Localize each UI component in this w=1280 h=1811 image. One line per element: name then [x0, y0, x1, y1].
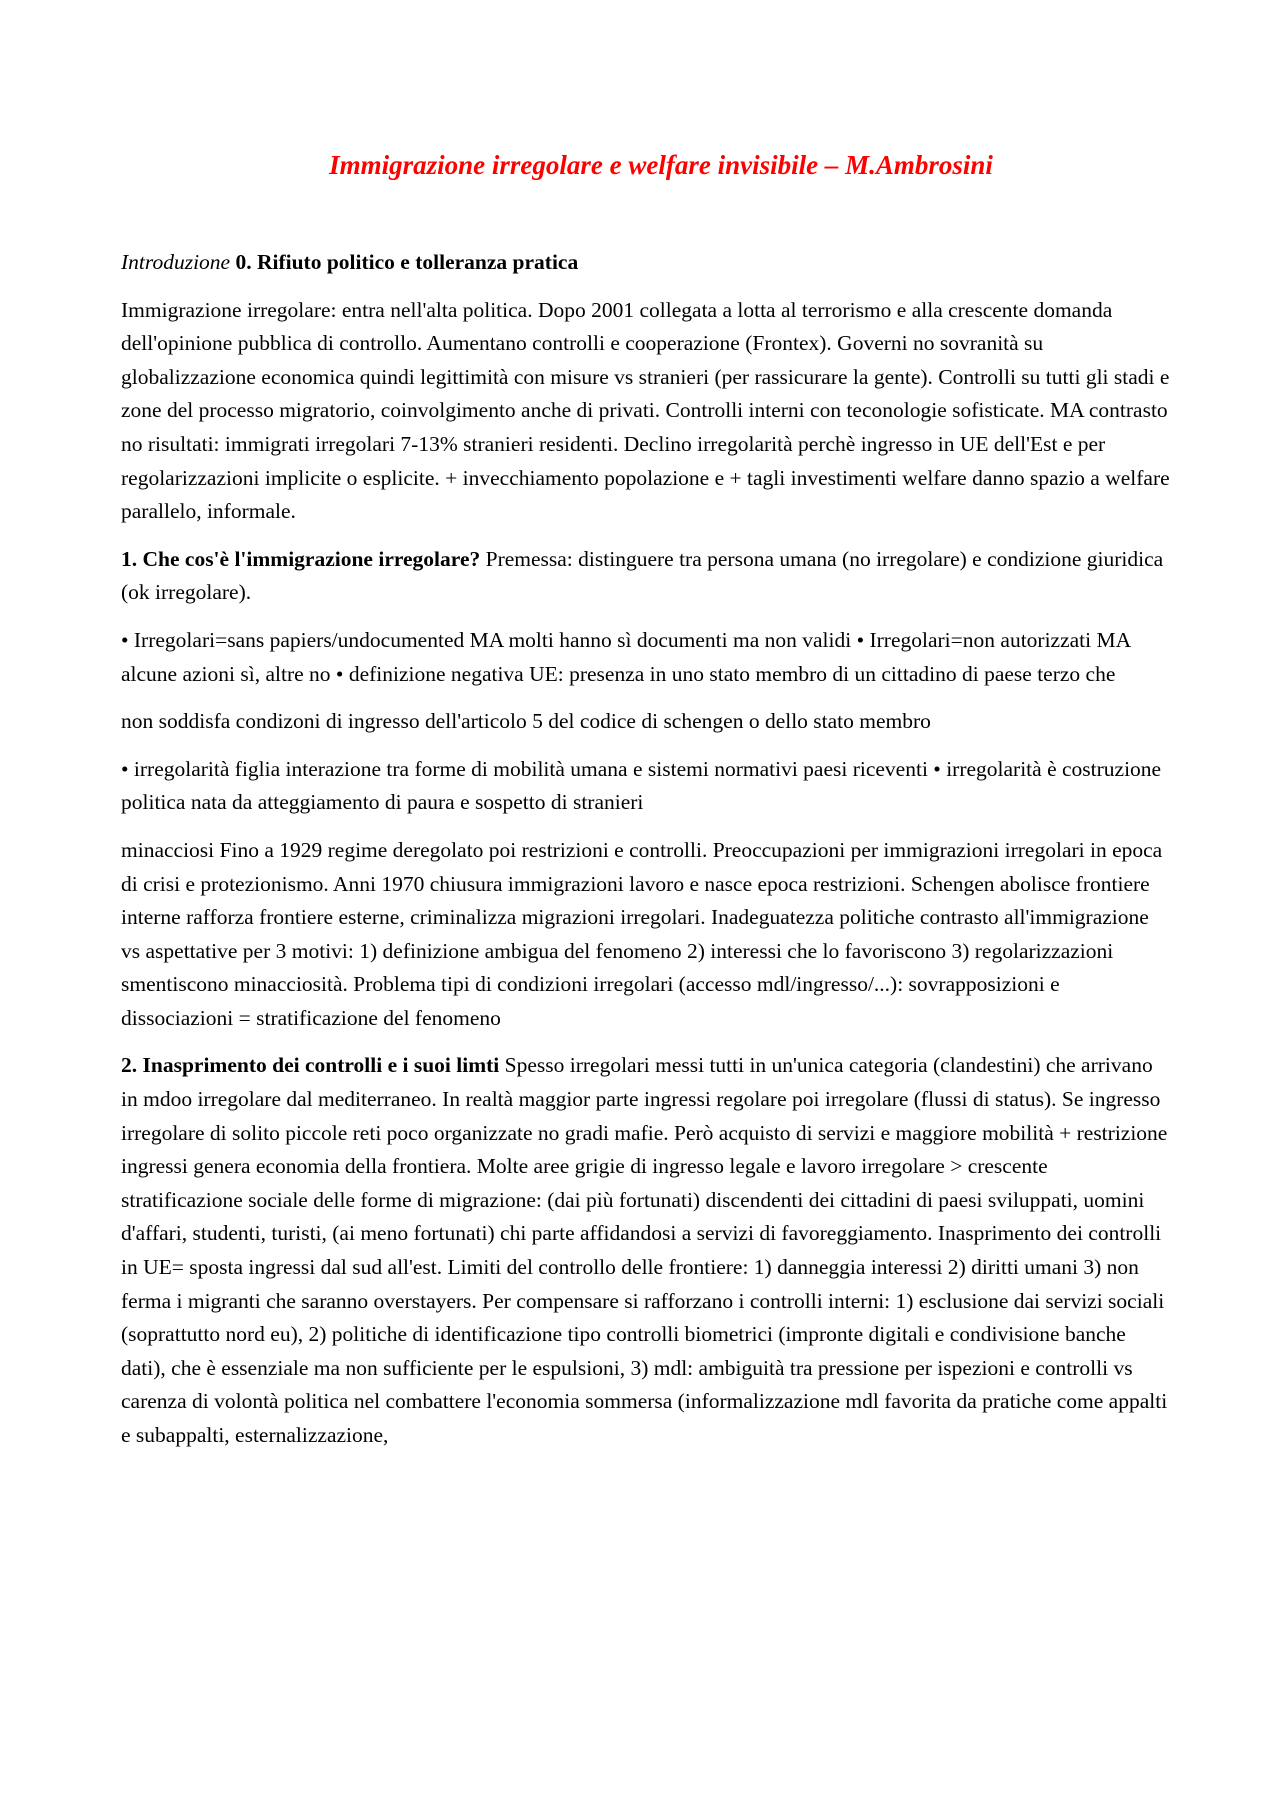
intro-heading-line	[121, 246, 1171, 280]
paragraph-irregularity: • irregolarità figlia interazione tra forme di mobilità umana e sistemi normativi paesi riceventi • irregolarità è costruzione politica nata da atteggiamento di paura e sospetto di stranieri	[121, 756, 1162, 815]
document-page	[121, 148, 1171, 1467]
paragraph-schengen: non soddisfa condizoni di ingresso dell'articolo 5 del codice di schengen o dello stato membro	[121, 709, 931, 734]
intro-label: Introduzione	[121, 250, 231, 274]
section-1-heading: 1. Che cos'è l'immigrazione irregolare?	[121, 546, 481, 571]
section-2-heading: 2. Inasprimento dei controlli e i suoi limti	[121, 1053, 500, 1078]
paragraph-history: minacciosi Fino a 1929 regime deregolato poi restrizioni e controlli. Preoccupazioni per immigrazioni irregolari in epoca di crisi e protezionismo. Anni 1970 chiusura immigrazioni lavoro e nasce epoca restrizioni. Schengen abolisce frontiere interne rafforza frontiere esterne, criminalizza migrazioni irregolari. Inadeguatezza politiche contrasto all'immigrazione vs aspettative per 3 motivi: 1) definizione ambigua del fenomeno 2) interessi che lo favoriscono 3) regolarizzazioni smentiscono minacciosità. Problema tipi di condizioni irregolari (accesso mdl/ingresso/...): sovrapposizioni e dissociazioni = stratificazione del fenomeno	[121, 837, 1163, 1030]
intro-heading: 0. Rifiuto politico e tolleranza pratica	[235, 250, 579, 274]
paragraph-section-2	[121, 1049, 1171, 1452]
section-1-text: Premessa: distinguere tra persona umana (no irregolare) e condizione giuridica (ok irregolare).	[121, 546, 1164, 605]
paragraph-section-1	[121, 543, 1171, 610]
paragraph-definitions: • Irregolari=sans papiers/undocumented MA molti hanno sì documenti ma non validi • Irregolari=non autorizzati MA alcune azioni sì, altre no • definizione negativa UE: presenza in uno stato membro di un cittadino di paese terzo che	[121, 627, 1130, 686]
paragraph-intro: Immigrazione irregolare: entra nell'alta politica. Dopo 2001 collegata a lotta al terrorismo e alla crescente domanda dell'opinione pubblica di controllo. Aumentano controlli e cooperazione (Frontex). Governi no sovranità su globalizzazione economica quindi legittimità con misure vs stranieri (per rassicurare la gente). Controlli su tutti gli stadi e zone del processo migratorio, coinvolgimento anche di privati. Controlli interni con teconologie sofisticate. MA contrasto no risultati: immigrati irregolari 7-13% stranieri residenti. Declino irregolarità perchè ingresso in UE dell'Est e per regolarizzazioni implicite o esplicite. + invecchiamento popolazione e + tagli investimenti welfare danno spazio a welfare parallelo, informale.	[121, 297, 1170, 524]
document-title: Immigrazione irregolare e welfare invisibile – M.Ambrosini	[329, 150, 993, 180]
section-2-text: Spesso irregolari messi tutti in un'unica categoria (clandestini) che arrivano in mdoo irregolare dal mediterraneo. In realtà maggior parte ingressi regolare poi irregolare (flussi di status). Se ingresso irregolare di solito piccole reti poco organizzate no gradi mafie. Però acquisto di servizi e maggiore mobilità + restrizione ingressi genera economia della frontiera. Molte aree grigie di ingresso legale e lavoro irregolare > crescente stratificazione sociale delle forme di migrazione: (dai più fortunati) discendenti dei cittadini di paesi sviluppati, uomini d'affari, studenti, turisti, (ai meno fortunati) chi parte affidandosi a servizi di favoreggiamento. Inasprimento dei controlli in UE= sposta ingressi dal sud all'est. Limiti del controllo delle frontiere: 1) danneggia interessi 2) diritti umani 3) non ferma i migranti che saranno overstayers. Per compensare si rafforzano i controlli interni: 1) esclusione dai servizi sociali (soprattutto nord eu), 2) politiche di identificazione tipo controlli biometrici (impronte digitali e condivisione banche dati), che è essenziale ma non sufficiente per le espulsioni, 3) mdl: ambiguità tra pressione per ispezioni e controlli vs carenza di volontà politica nel combattere l'economia sommersa (informalizzazione mdl favorita da pratiche come appalti e subappalti, esternalizzazione,	[121, 1053, 1168, 1447]
